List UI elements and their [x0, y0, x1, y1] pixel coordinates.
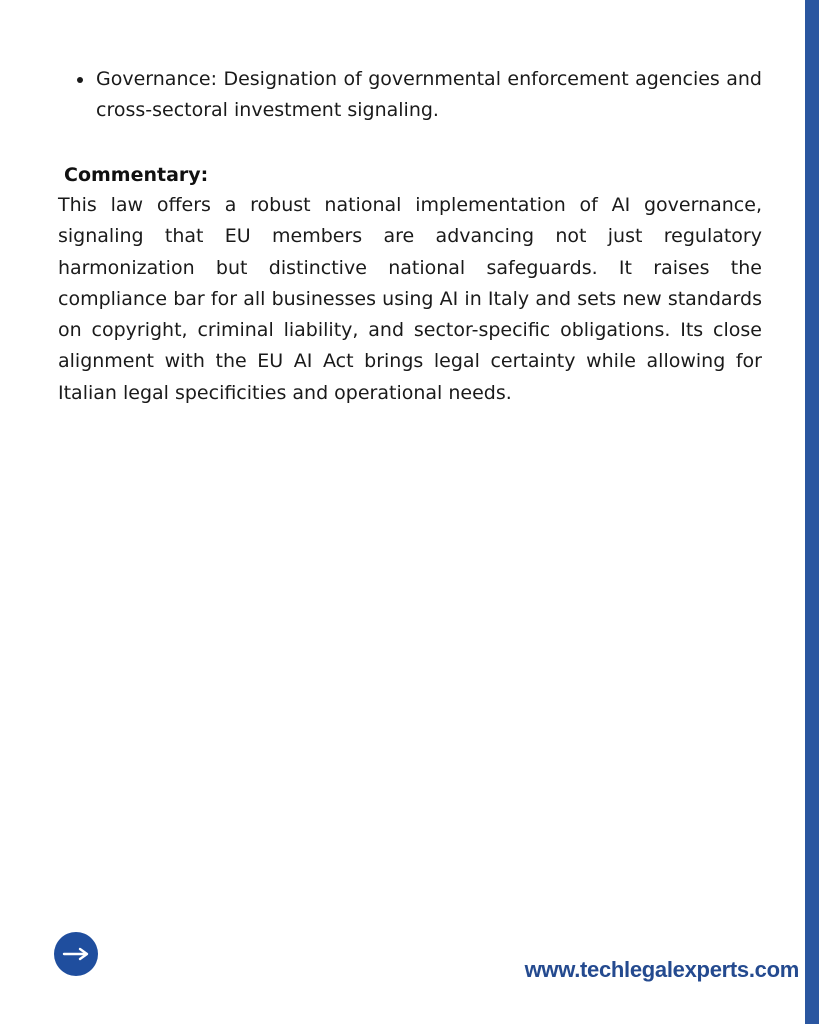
right-accent-stripe — [805, 0, 819, 1024]
next-page-button[interactable] — [54, 932, 98, 976]
bullet-dot-icon — [77, 77, 83, 83]
bullet-text: Governance: Designation of governmental enforcement agencies and cross-sectoral investment signaling. — [96, 68, 762, 121]
commentary-heading: Commentary: — [64, 164, 209, 186]
list-item — [58, 64, 762, 126]
commentary-paragraph: This law offers a robust national implementation of AI governance, signaling that EU members are advancing not just regulatory harmonization but distinctive national safeguards. It raises the compliance bar for all businesses using AI in Italy and sets new standards on copyright, criminal liability, and sector-specific obligations. Its close alignment with the EU AI Act brings legal certainty while allowing for Italian legal specificities and operational needs. — [58, 194, 762, 404]
bullet-list — [58, 64, 762, 126]
website-link[interactable]: www.techlegalexperts.com — [524, 957, 799, 982]
arrow-right-icon — [62, 947, 90, 961]
